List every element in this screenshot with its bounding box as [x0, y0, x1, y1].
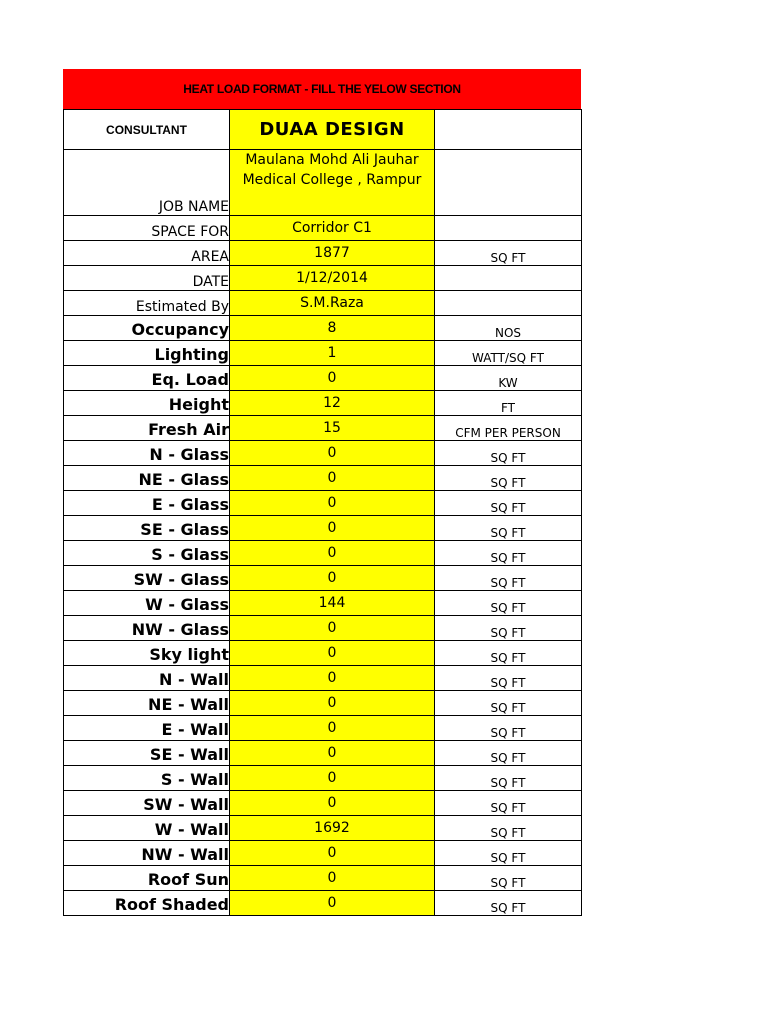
table-row: [64, 466, 582, 491]
row-unit: SQ FT: [435, 891, 582, 916]
row-label: E - Glass: [64, 491, 230, 516]
row-value-cell[interactable]: 0: [230, 491, 435, 516]
consultant-unit-cell: [435, 110, 582, 150]
row-label: S - Wall: [64, 766, 230, 791]
row-label: Roof Shaded: [64, 891, 230, 916]
table-row: [64, 666, 582, 691]
table-row: [64, 716, 582, 741]
row-value-cell[interactable]: 1877: [230, 241, 435, 266]
table-row: [64, 241, 582, 266]
table-row: [64, 266, 582, 291]
row-unit: CFM PER PERSON: [435, 416, 582, 441]
consultant-value-cell[interactable]: DUAA DESIGN: [230, 110, 435, 150]
heat-load-sheet: [63, 69, 581, 916]
table-row: [64, 766, 582, 791]
row-unit: SQ FT: [435, 766, 582, 791]
table-row: [64, 366, 582, 391]
row-value-cell[interactable]: 0: [230, 541, 435, 566]
table-row: [64, 691, 582, 716]
row-value-cell[interactable]: 0: [230, 441, 435, 466]
table-row: [64, 741, 582, 766]
job-name-line-2: Medical College , Rampur: [242, 172, 422, 188]
row-value-cell[interactable]: 15: [230, 416, 435, 441]
row-value-cell[interactable]: 0: [230, 641, 435, 666]
row-value-cell[interactable]: 0: [230, 366, 435, 391]
row-label: Sky light: [64, 641, 230, 666]
table-row: [64, 566, 582, 591]
row-label: Lighting: [64, 341, 230, 366]
consultant-label: CONSULTANT: [64, 110, 230, 150]
consultant-row: [64, 110, 582, 150]
row-label: Occupancy: [64, 316, 230, 341]
row-label: W - Glass: [64, 591, 230, 616]
row-value-cell[interactable]: 0: [230, 691, 435, 716]
job-name-unit-cell: [435, 150, 582, 216]
table-row: [64, 341, 582, 366]
row-unit: SQ FT: [435, 741, 582, 766]
row-value-cell[interactable]: 0: [230, 741, 435, 766]
row-label: N - Wall: [64, 666, 230, 691]
row-unit: SQ FT: [435, 866, 582, 891]
job-name-line-1: Maulana Mohd Ali Jauhar: [245, 152, 419, 168]
row-label: NE - Glass: [64, 466, 230, 491]
row-label: E - Wall: [64, 716, 230, 741]
row-value-cell[interactable]: 1692: [230, 816, 435, 841]
row-value-cell[interactable]: 0: [230, 891, 435, 916]
row-value-cell[interactable]: 1/12/2014: [230, 266, 435, 291]
row-unit: SQ FT: [435, 716, 582, 741]
row-unit: NOS: [435, 316, 582, 341]
row-label: SW - Glass: [64, 566, 230, 591]
row-unit: SQ FT: [435, 566, 582, 591]
row-label: Estimated By: [64, 291, 230, 316]
row-label: N - Glass: [64, 441, 230, 466]
row-label: Height: [64, 391, 230, 416]
row-label: Roof Sun: [64, 866, 230, 891]
row-unit: FT: [435, 391, 582, 416]
row-label: SPACE FOR: [64, 216, 230, 241]
table-row: [64, 516, 582, 541]
row-value-cell[interactable]: 0: [230, 516, 435, 541]
row-value-cell[interactable]: 0: [230, 616, 435, 641]
row-unit: SQ FT: [435, 491, 582, 516]
row-label: DATE: [64, 266, 230, 291]
row-value-cell[interactable]: 0: [230, 791, 435, 816]
heat-load-table: [63, 109, 582, 916]
table-row: [64, 841, 582, 866]
row-unit: SQ FT: [435, 466, 582, 491]
row-unit: SQ FT: [435, 241, 582, 266]
table-row: [64, 316, 582, 341]
row-label: SE - Wall: [64, 741, 230, 766]
row-label: NW - Wall: [64, 841, 230, 866]
row-unit: [435, 216, 582, 241]
row-unit: SQ FT: [435, 666, 582, 691]
table-row: [64, 541, 582, 566]
row-label: Fresh Air: [64, 416, 230, 441]
row-unit: KW: [435, 366, 582, 391]
row-value-cell[interactable]: 0: [230, 466, 435, 491]
row-value-cell[interactable]: S.M.Raza: [230, 291, 435, 316]
sheet-title-bar: [63, 69, 581, 109]
row-value-cell[interactable]: Corridor C1: [230, 216, 435, 241]
row-value-cell[interactable]: 12: [230, 391, 435, 416]
row-unit: SQ FT: [435, 616, 582, 641]
row-label: W - Wall: [64, 816, 230, 841]
row-value-cell[interactable]: 0: [230, 666, 435, 691]
table-row: [64, 866, 582, 891]
row-unit: WATT/SQ FT: [435, 341, 582, 366]
row-label: Eq. Load: [64, 366, 230, 391]
row-value-cell[interactable]: 144: [230, 591, 435, 616]
row-value-cell[interactable]: 8: [230, 316, 435, 341]
row-label: SW - Wall: [64, 791, 230, 816]
row-unit: SQ FT: [435, 541, 582, 566]
job-name-value-cell[interactable]: [230, 150, 435, 216]
table-row: [64, 391, 582, 416]
row-unit: [435, 266, 582, 291]
row-unit: SQ FT: [435, 441, 582, 466]
row-value-cell[interactable]: 0: [230, 866, 435, 891]
row-value-cell[interactable]: 0: [230, 766, 435, 791]
table-row: [64, 491, 582, 516]
row-label: S - Glass: [64, 541, 230, 566]
row-unit: SQ FT: [435, 516, 582, 541]
table-row: [64, 891, 582, 916]
sheet-title: HEAT LOAD FORMAT - FILL THE YELOW SECTION: [183, 82, 461, 96]
row-unit: SQ FT: [435, 641, 582, 666]
row-unit: SQ FT: [435, 841, 582, 866]
table-row: [64, 816, 582, 841]
row-label: AREA: [64, 241, 230, 266]
row-value-cell[interactable]: 0: [230, 716, 435, 741]
row-value-cell[interactable]: 1: [230, 341, 435, 366]
row-unit: SQ FT: [435, 816, 582, 841]
row-unit: SQ FT: [435, 691, 582, 716]
row-unit: [435, 291, 582, 316]
table-row: [64, 291, 582, 316]
table-row: [64, 591, 582, 616]
table-row: [64, 216, 582, 241]
row-unit: SQ FT: [435, 591, 582, 616]
table-row: [64, 791, 582, 816]
row-value-cell[interactable]: 0: [230, 841, 435, 866]
table-row: [64, 616, 582, 641]
row-label: NE - Wall: [64, 691, 230, 716]
table-row: [64, 416, 582, 441]
table-row: [64, 441, 582, 466]
row-label: NW - Glass: [64, 616, 230, 641]
row-unit: SQ FT: [435, 791, 582, 816]
job-name-row: [64, 150, 582, 216]
table-row: [64, 641, 582, 666]
row-label: SE - Glass: [64, 516, 230, 541]
job-name-label: JOB NAME: [64, 150, 230, 216]
row-value-cell[interactable]: 0: [230, 566, 435, 591]
